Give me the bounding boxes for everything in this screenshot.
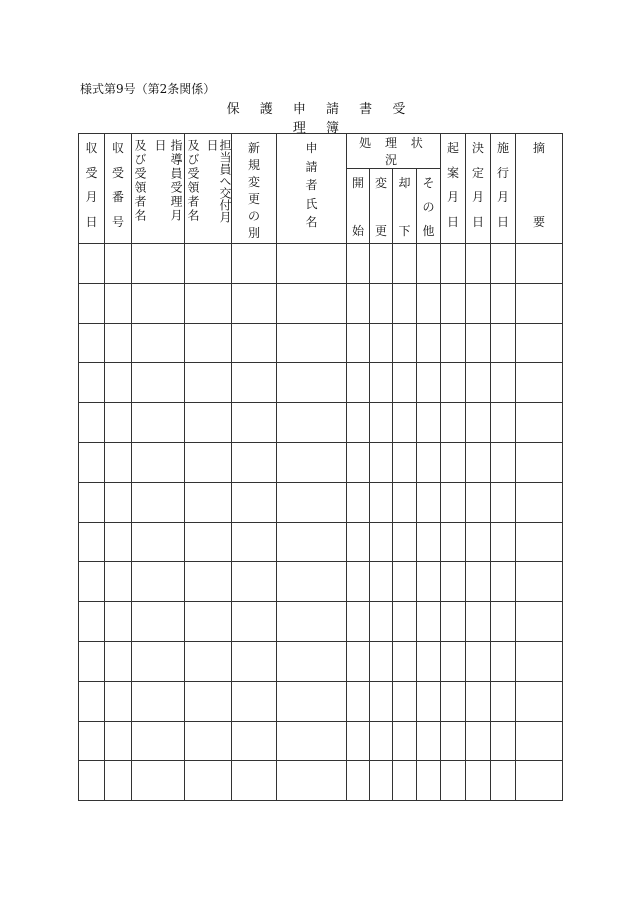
table-cell <box>132 602 185 642</box>
page-title: 保 護 申 請 書 受 理 簿 <box>226 102 414 136</box>
table-cell <box>277 283 347 323</box>
table-body <box>79 244 563 801</box>
char: 他 <box>422 224 435 238</box>
table-cell <box>516 761 563 801</box>
vertical-line: 及び受領者名 <box>133 139 147 223</box>
table-cell <box>441 641 466 681</box>
table-cell <box>491 602 516 642</box>
table-cell <box>417 244 441 284</box>
table-cell <box>417 641 441 681</box>
table-cell <box>132 482 185 522</box>
char: 受 <box>111 165 124 180</box>
char: 収 <box>111 141 124 155</box>
table-cell <box>79 482 105 522</box>
table-cell <box>417 442 441 482</box>
table-cell <box>105 721 132 761</box>
table-cell <box>277 522 347 562</box>
table-cell <box>277 602 347 642</box>
table-cell <box>185 244 232 284</box>
table-cell <box>277 482 347 522</box>
table-cell <box>393 363 417 403</box>
table-cell <box>441 442 466 482</box>
table-cell <box>466 323 491 363</box>
header-remarks <box>516 134 563 244</box>
char: 月 <box>471 190 484 205</box>
table-cell <box>105 283 132 323</box>
table-cell <box>277 323 347 363</box>
vertical-line: 担当員へ交付月日 <box>205 139 232 223</box>
table-cell <box>417 602 441 642</box>
table-cell <box>277 761 347 801</box>
table-row <box>79 562 563 602</box>
header-decision-date <box>466 134 491 244</box>
table-cell <box>393 602 417 642</box>
table-cell <box>347 641 370 681</box>
table-cell <box>466 602 491 642</box>
table-cell <box>277 244 347 284</box>
table-cell <box>516 721 563 761</box>
table-cell <box>347 363 370 403</box>
table-cell <box>79 403 105 443</box>
vertical-line: 指導員受理月日 <box>153 139 183 223</box>
table-cell <box>347 761 370 801</box>
table-cell <box>185 602 232 642</box>
stack <box>105 134 131 234</box>
table-cell <box>347 721 370 761</box>
stack <box>516 134 562 234</box>
char: 始 <box>351 224 364 238</box>
table-cell <box>370 681 393 721</box>
char: 決 <box>471 141 484 155</box>
table-cell <box>466 244 491 284</box>
table-row <box>79 482 563 522</box>
table-cell <box>185 761 232 801</box>
table-cell <box>132 244 185 284</box>
char: 更 <box>247 192 260 206</box>
table-cell <box>185 403 232 443</box>
table-cell <box>370 721 393 761</box>
table-cell <box>79 363 105 403</box>
table-row <box>79 721 563 761</box>
table-cell <box>277 442 347 482</box>
table-row <box>79 761 563 801</box>
table-cell <box>393 244 417 284</box>
char: 施 <box>496 141 509 155</box>
table-cell <box>347 522 370 562</box>
table-cell <box>466 283 491 323</box>
table-cell <box>370 403 393 443</box>
table-cell <box>466 721 491 761</box>
table-cell <box>79 522 105 562</box>
table-cell <box>347 283 370 323</box>
table-cell <box>232 363 277 403</box>
table-row <box>79 323 563 363</box>
char: 却 <box>398 176 411 190</box>
table-cell <box>516 323 563 363</box>
header-new-change <box>232 134 277 244</box>
header-status-reject <box>393 169 417 244</box>
table-cell <box>466 442 491 482</box>
table-cell <box>491 482 516 522</box>
table-cell <box>417 283 441 323</box>
table-cell <box>466 403 491 443</box>
char: 別 <box>247 226 260 240</box>
table-cell <box>516 403 563 443</box>
table-cell <box>232 403 277 443</box>
table-cell <box>347 244 370 284</box>
table-cell <box>516 562 563 602</box>
char: 起 <box>446 141 459 155</box>
table-cell <box>105 641 132 681</box>
char: 名 <box>305 215 318 229</box>
table-cell <box>185 562 232 602</box>
char: 月 <box>496 190 509 205</box>
table-cell <box>232 761 277 801</box>
table-cell <box>516 482 563 522</box>
table-cell <box>441 283 466 323</box>
table-cell <box>370 522 393 562</box>
table-cell <box>466 681 491 721</box>
table-cell <box>132 283 185 323</box>
table-row <box>79 283 563 323</box>
stack <box>441 134 465 234</box>
table-cell <box>393 562 417 602</box>
table-cell <box>347 442 370 482</box>
table-row <box>79 522 563 562</box>
table-cell <box>466 522 491 562</box>
table-cell <box>105 761 132 801</box>
table-cell <box>232 283 277 323</box>
table-cell <box>441 323 466 363</box>
table-cell <box>466 761 491 801</box>
table-cell <box>277 562 347 602</box>
table-cell <box>132 721 185 761</box>
table-cell <box>466 562 491 602</box>
table-cell <box>132 522 185 562</box>
stack <box>393 169 416 243</box>
table-cell <box>232 721 277 761</box>
table-cell <box>491 761 516 801</box>
char: 日 <box>496 214 509 229</box>
table-cell <box>370 482 393 522</box>
table-cell <box>491 721 516 761</box>
table-cell <box>466 482 491 522</box>
table-cell <box>232 681 277 721</box>
table-cell <box>441 403 466 443</box>
table-cell <box>185 283 232 323</box>
table-row <box>79 681 563 721</box>
table-cell <box>417 323 441 363</box>
table-cell <box>393 522 417 562</box>
table-cell <box>105 482 132 522</box>
table-cell <box>491 244 516 284</box>
table-cell <box>417 522 441 562</box>
char: 下 <box>398 224 411 238</box>
char: 号 <box>111 214 124 229</box>
register-table <box>78 133 563 801</box>
table-cell <box>185 681 232 721</box>
char: 日 <box>471 214 484 229</box>
header-effective-date <box>491 134 516 244</box>
table-cell <box>232 641 277 681</box>
table-cell <box>79 442 105 482</box>
stack <box>417 169 440 243</box>
table-cell <box>393 323 417 363</box>
table-cell <box>491 641 516 681</box>
table-cell <box>441 721 466 761</box>
header-receipt-date <box>79 134 105 244</box>
char: 行 <box>496 165 509 180</box>
header-staff-handover <box>185 134 232 244</box>
char: 日 <box>446 214 459 229</box>
header-instructor-receipt <box>132 134 185 244</box>
table-cell <box>491 681 516 721</box>
table-cell <box>132 761 185 801</box>
table-cell <box>79 641 105 681</box>
stack <box>370 169 392 243</box>
header-row <box>79 134 563 169</box>
table-cell <box>347 602 370 642</box>
char: 申 <box>305 141 318 155</box>
table-cell <box>347 323 370 363</box>
table-cell <box>105 323 132 363</box>
table-cell <box>185 363 232 403</box>
table-cell <box>370 562 393 602</box>
header-receipt-number <box>105 134 132 244</box>
table-cell <box>491 522 516 562</box>
char: 収 <box>85 141 98 155</box>
table-cell <box>132 323 185 363</box>
char: 定 <box>471 165 484 180</box>
table-cell <box>185 323 232 363</box>
table-cell <box>277 721 347 761</box>
table-cell <box>441 482 466 522</box>
char: 日 <box>85 214 98 229</box>
table-cell <box>79 721 105 761</box>
table-cell <box>516 283 563 323</box>
char: 月 <box>85 190 98 205</box>
table-cell <box>417 403 441 443</box>
table-cell <box>516 363 563 403</box>
table-row <box>79 363 563 403</box>
table-cell <box>393 283 417 323</box>
char: 規 <box>247 158 260 172</box>
table-row <box>79 403 563 443</box>
vertical-lines <box>185 134 231 234</box>
table-cell <box>370 283 393 323</box>
table-cell <box>79 323 105 363</box>
header-processing-status: 処 理 状 況 <box>347 134 441 169</box>
table-cell <box>491 442 516 482</box>
table-cell <box>79 562 105 602</box>
table-row <box>79 641 563 681</box>
table-cell <box>185 482 232 522</box>
table-cell <box>393 442 417 482</box>
table-cell <box>516 681 563 721</box>
table-cell <box>232 482 277 522</box>
table-cell <box>491 363 516 403</box>
header-status-start <box>347 169 370 244</box>
table-cell <box>466 641 491 681</box>
table-cell <box>491 283 516 323</box>
char: 月 <box>446 190 459 205</box>
table-cell <box>185 641 232 681</box>
table-row <box>79 442 563 482</box>
table-cell <box>441 562 466 602</box>
table-cell <box>516 602 563 642</box>
table-cell <box>79 602 105 642</box>
table-cell <box>516 522 563 562</box>
char: の <box>422 200 435 214</box>
table-cell <box>393 403 417 443</box>
table-cell <box>417 482 441 522</box>
table-cell <box>491 403 516 443</box>
table-cell <box>491 323 516 363</box>
table-cell <box>370 363 393 403</box>
char: 氏 <box>305 196 318 211</box>
char: 要 <box>532 215 545 229</box>
table-cell <box>105 244 132 284</box>
table-cell <box>370 244 393 284</box>
table-cell <box>185 442 232 482</box>
table-cell <box>132 641 185 681</box>
stack <box>491 134 515 234</box>
char: の <box>247 209 260 223</box>
table-cell <box>232 323 277 363</box>
char: 新 <box>247 141 260 155</box>
table-cell <box>393 641 417 681</box>
table-cell <box>105 363 132 403</box>
table-cell <box>491 562 516 602</box>
table-cell <box>393 681 417 721</box>
table-cell <box>232 562 277 602</box>
header-status-other <box>417 169 441 244</box>
table-cell <box>466 363 491 403</box>
table-cell <box>370 442 393 482</box>
table-cell <box>232 602 277 642</box>
table-cell <box>132 442 185 482</box>
table-cell <box>370 323 393 363</box>
table-cell <box>132 681 185 721</box>
stack <box>79 134 104 234</box>
table-cell <box>232 522 277 562</box>
stack <box>277 134 346 234</box>
table-cell <box>79 283 105 323</box>
table-cell <box>370 641 393 681</box>
stack <box>232 134 276 240</box>
table-cell <box>417 681 441 721</box>
table-cell <box>277 681 347 721</box>
table-cell <box>347 681 370 721</box>
table-cell <box>347 562 370 602</box>
table-cell <box>105 522 132 562</box>
char: 開 <box>351 176 364 190</box>
stack <box>466 134 490 234</box>
table-cell <box>417 562 441 602</box>
table-cell <box>277 641 347 681</box>
table-cell <box>417 721 441 761</box>
table-cell <box>132 562 185 602</box>
table-cell <box>232 442 277 482</box>
table-cell <box>516 244 563 284</box>
header-applicant-name <box>277 134 347 244</box>
table-cell <box>516 641 563 681</box>
table-cell <box>132 403 185 443</box>
table-cell <box>393 721 417 761</box>
vertical-line: 及び受領者名 <box>186 139 200 223</box>
table-cell <box>185 522 232 562</box>
table-row <box>79 244 563 284</box>
char: 案 <box>446 165 459 180</box>
header-status-change <box>370 169 393 244</box>
char: 受 <box>85 165 98 180</box>
table-cell <box>277 403 347 443</box>
table-cell <box>417 761 441 801</box>
table-cell <box>277 363 347 403</box>
stack <box>347 169 369 243</box>
table-cell <box>417 363 441 403</box>
table-cell <box>132 363 185 403</box>
header-draft-date <box>441 134 466 244</box>
char: 者 <box>305 178 318 192</box>
table-cell <box>370 602 393 642</box>
char: 変 <box>374 176 387 190</box>
table-cell <box>441 244 466 284</box>
table-cell <box>347 482 370 522</box>
table-cell <box>232 244 277 284</box>
table-cell <box>441 602 466 642</box>
char: そ <box>422 176 435 190</box>
table-cell <box>105 442 132 482</box>
char: 請 <box>305 159 318 174</box>
char: 変 <box>247 175 260 189</box>
form-number: 様式第9号（第2条関係） <box>80 82 216 96</box>
table-cell <box>393 761 417 801</box>
table-cell <box>79 761 105 801</box>
table-cell <box>393 482 417 522</box>
char: 摘 <box>532 141 545 155</box>
table-cell <box>441 522 466 562</box>
char: 更 <box>374 224 387 238</box>
table-cell <box>441 681 466 721</box>
table-cell <box>441 761 466 801</box>
table-cell <box>370 761 393 801</box>
table-cell <box>441 363 466 403</box>
char: 番 <box>111 190 124 205</box>
table-cell <box>105 403 132 443</box>
vertical-lines <box>132 134 184 234</box>
table-cell <box>516 442 563 482</box>
table-cell <box>79 681 105 721</box>
table-cell <box>347 403 370 443</box>
table-cell <box>105 562 132 602</box>
table-row <box>79 602 563 642</box>
table-cell <box>105 602 132 642</box>
table-cell <box>105 681 132 721</box>
table-cell <box>79 244 105 284</box>
table-cell <box>185 721 232 761</box>
